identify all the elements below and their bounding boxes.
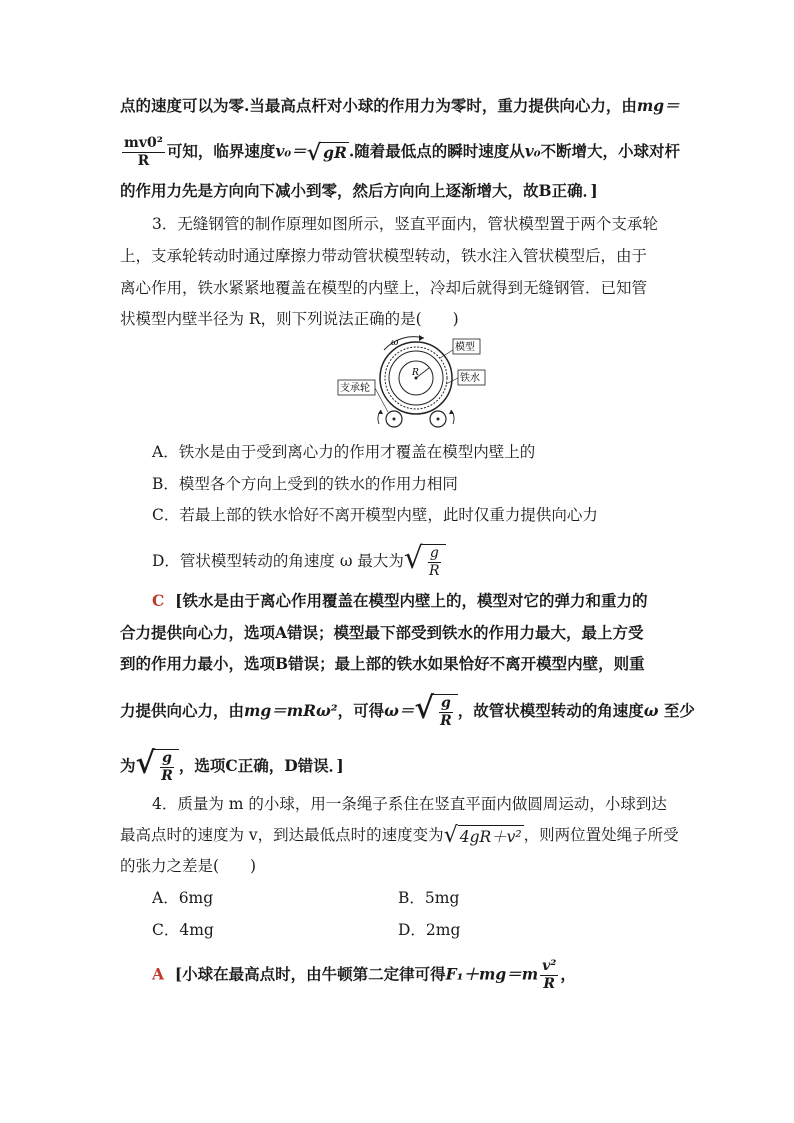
sqrt: √ gR: [306, 139, 347, 166]
wheel-label: 支承轮: [340, 383, 370, 394]
option-d: D．2mg: [398, 921, 461, 939]
question-4-text: 4．质量为 m 的小球，用一条绳子系住在竖直平面内做圆周运动，小球到达: [152, 795, 667, 813]
explanation-line: 到的作用力最小，选项B错误；最上部的铁水如果恰好不离开模型内壁，则重: [120, 654, 645, 673]
model-label: 模型: [455, 342, 475, 353]
option-c: C．4mg: [152, 921, 214, 939]
iron-label: 铁水: [460, 373, 480, 384]
answer-letter: C: [152, 591, 165, 610]
question-3-text: 3．无缝钢管的制作原理如图所示，竖直平面内，管状模型置于两个支承轮: [152, 215, 658, 233]
text-line: 的张力之差是( ): [120, 857, 257, 875]
answer-letter: A: [152, 964, 165, 984]
text-line: 点的速度可以为零.当最高点杆对小球的作用力为零时，重力提供向心力，由mg＝: [120, 96, 680, 115]
option-c: C．若最上部的铁水恰好不离开模型内壁，此时仅重力提供向心力: [152, 506, 598, 524]
explanation-line: C [铁水是由于离心作用覆盖在模型内壁上的，模型对它的弹力和重力的: [152, 591, 648, 610]
text-line: 上，支承轮转动时通过摩擦力带动管状模型转动，铁水注入管状模型后，由于: [120, 247, 648, 265]
radius-label: R: [412, 368, 419, 378]
option-a: A．铁水是由于受到离心力的作用才覆盖在模型内壁上的: [152, 443, 536, 461]
option-a: A．6mg: [152, 889, 214, 907]
option-d: D．管状模型转动的角速度 ω 最大为 √ $\frac{g}{R}$: [152, 544, 446, 580]
explanation-line: 合力提供向心力，选项A错误；模型最下部受到铁水的作用力最大，最上方受: [120, 623, 644, 642]
option-b: B．模型各个方向上受到的铁水的作用力相同: [152, 475, 458, 493]
explanation-line: A [小球在最高点时，由牛顿第二定律可得F₁＋mg＝m $\frac{\text{v²}}{R}$ ，: [152, 958, 576, 992]
text-line: 状模型内壁半径为 R，则下列说法正确的是( ): [120, 310, 459, 328]
explanation-line: 力提供向心力，由mg＝mRω²，可得ω＝ √ $\frac{g}{R}$ ，故管状模型转动的角速度ω 至少: [120, 691, 695, 729]
seamless-pipe-diagram: [334, 332, 494, 432]
explanation-line: 为 √ $\frac{g}{R}$ ，选项C正确，D错误．]: [120, 746, 344, 784]
option-b: B．5mg: [398, 889, 460, 907]
omega-label: ω: [391, 338, 399, 348]
text-line: 的作用力先是方向向下减小到零，然后方向向上逐渐增大，故B正确．]: [120, 181, 598, 200]
text-line: $\frac{\text{mv0²}}{R}$ 可知，临界速度v₀＝ √ gR .随着最低点的瞬时速度从v₀不断增大，小球对杆: [124, 135, 681, 169]
text-line: 离心作用，铁水紧紧地覆盖在模型的内壁上，冷却后就得到无缝钢管．已知管: [120, 279, 648, 297]
text-line: 最高点时的速度为 v，到达最低点时的速度变为 √ 4gR＋v² ，则两位置处绳子所受: [120, 823, 679, 848]
sqrt: √ $\frac{g}{R}$: [404, 544, 446, 580]
fraction: $\frac{\text{mv0²}}{R}$: [124, 135, 163, 169]
